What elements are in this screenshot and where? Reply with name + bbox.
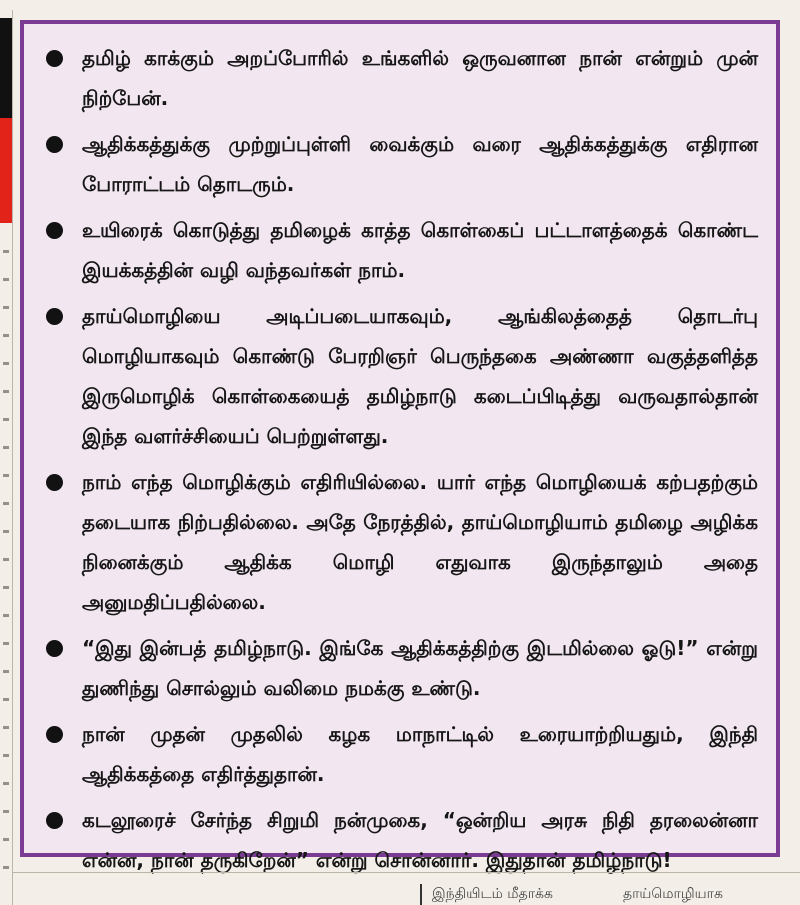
- bullet-dot-icon: [46, 136, 63, 153]
- bullet-item: [42, 628, 758, 708]
- bullet-dot-icon: [46, 50, 63, 67]
- bullet-text: நாம் எந்த மொழிக்கும் எதிரியில்லை. யார் எந்த மொழியைக் கற்பதற்கும் தடையாக நிற்பதில்லை. அதே நேரத்தில், தாய்மொழியாம் தமிழை அழிக்க நினைக்கும் ஆதிக்க மொழி எதுவாக இருந்தாலும் அதை அனுமதிப்பதில்லை.: [82, 470, 758, 614]
- footer-text-left: இந்தியிடம் மீதாக்க: [432, 886, 553, 902]
- bullet-text: ஆதிக்கத்துக்கு முற்றுப்புள்ளி வைக்கும் வரை ஆதிக்கத்துக்கு எதிரான போராட்டம் தொடரும்.: [82, 132, 758, 196]
- bullet-item: [42, 462, 758, 622]
- strip-text-fragments: [3, 250, 9, 870]
- bullet-dot-icon: [46, 812, 63, 829]
- bullet-text: கடலூரைச் சேர்ந்த சிறுமி நன்முகை, “ஒன்றிய அரசு நிதி தரலைன்னா என்ன, நான் தருகிறேன்” என்று சொன்னார். இதுதான் தமிழ்நாடு!: [82, 808, 758, 872]
- bullet-item: [42, 38, 758, 118]
- footer-text-right: தாய்மொழியாக: [622, 886, 723, 902]
- bullet-text: தமிழ் காக்கும் அறப்போரில் உங்களில் ஒருவனான நான் என்றும் முன் நிற்பேன்.: [82, 46, 758, 110]
- bullet-text: “இது இன்பத் தமிழ்நாடு. இங்கே ஆதிக்கத்திற்கு இடமில்லை ஓடு!” என்று துணிந்து சொல்லும் வலிமை நமக்கு உண்டு.: [82, 636, 758, 700]
- bottom-rule: [12, 872, 800, 873]
- bullet-dot-icon: [46, 640, 63, 657]
- bullet-text: உயிரைக் கொடுத்து தமிழைக் காத்த கொள்கைப் பட்டாளத்தைக் கொண்ட இயக்கத்தின் வழி வந்தவர்கள் நாம்.: [82, 218, 758, 282]
- quote-box: [20, 20, 780, 872]
- bullet-text: நான் முதன் முதலில் கழக மாநாட்டில் உரையாற்றியதும், இந்தி ஆதிக்கத்தை எதிர்த்துதான்.: [82, 722, 758, 786]
- bullet-dot-icon: [46, 308, 63, 325]
- bullet-item: [42, 800, 758, 880]
- bullet-dot-icon: [46, 222, 63, 239]
- next-article-fragment: [420, 884, 800, 905]
- bullet-dot-icon: [46, 726, 63, 743]
- bullet-item: [42, 210, 758, 290]
- bullet-text: தாய்மொழியை அடிப்படையாகவும், ஆங்கிலத்தைத் தொடர்பு மொழியாகவும் கொண்டு பேரறிஞர் பெருந்தகை அண்ணா வகுத்தளித்த இருமொழிக் கொள்கையைத் தமிழ்நாடு கடைப்பிடித்து வருவதால்தான் இந்த வளர்ச்சியைப் பெற்றுள்ளது.: [82, 304, 758, 448]
- strip-red-band: [0, 118, 12, 223]
- bullet-item: [42, 296, 758, 456]
- top-rule: [12, 0, 800, 10]
- bullet-item: [42, 124, 758, 204]
- left-column-strip: [0, 0, 13, 905]
- strip-black-band: [0, 18, 12, 118]
- bullet-dot-icon: [46, 474, 63, 491]
- bullet-list: [24, 24, 776, 880]
- bullet-item: [42, 714, 758, 794]
